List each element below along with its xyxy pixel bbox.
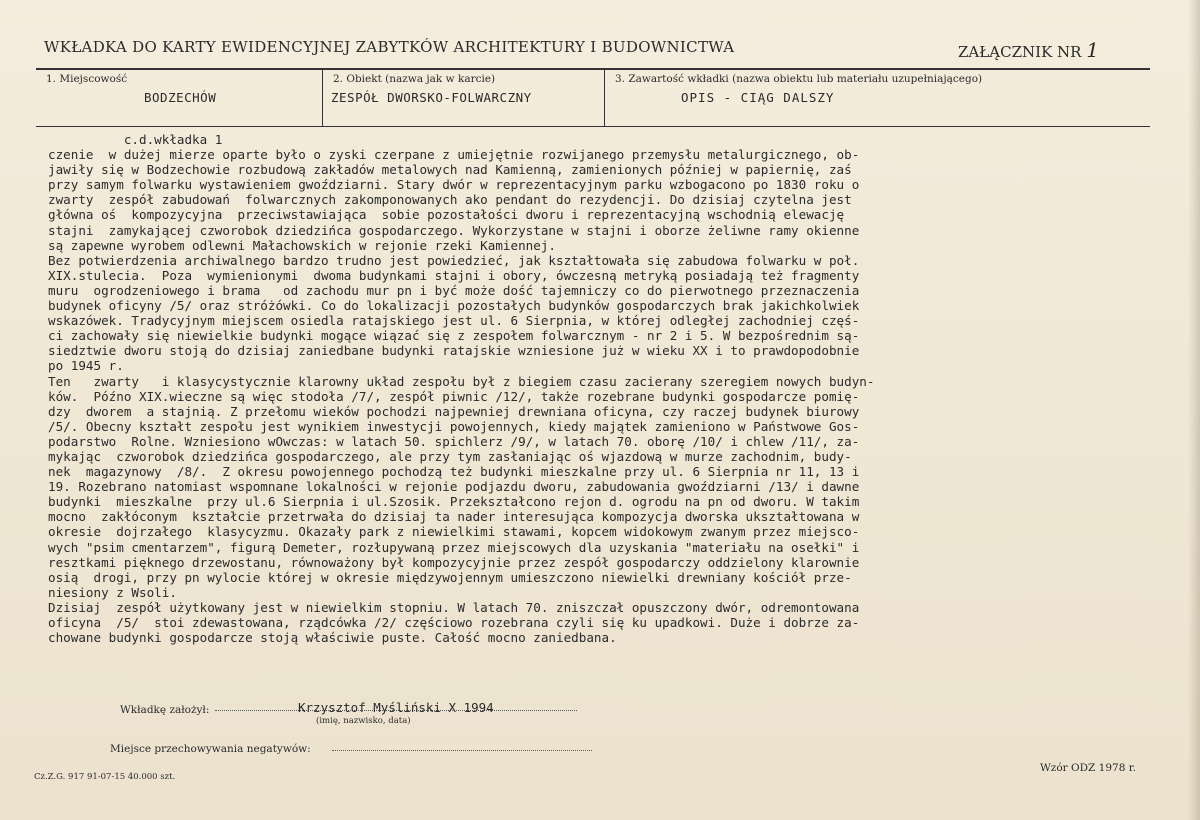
- body-line: główna oś kompozycyjna przeciwstawiająca sobie pozostałości dworu i reprezentacyjną wschodnią elewację: [48, 207, 845, 223]
- body-line: muru ogrodzeniowego i brama od zachodu mur pn i być może dość tajemniczy co do pierwotnego przeznaczenia: [48, 282, 860, 298]
- locality-value: BODZECHÓW: [144, 90, 217, 105]
- attachment-number: 1: [1086, 38, 1099, 62]
- object-cell: [322, 70, 604, 126]
- contents-cell: [604, 70, 1150, 126]
- negatives-dotted-line: [332, 750, 592, 751]
- form-model: Wzór ODZ 1978 r.: [1040, 762, 1136, 774]
- body-line: jawiły się w Bodzechowie rozbudową zakładów metalowych nad Kamienną, zamienionych później w papiernię, zaś: [48, 162, 852, 178]
- locality-cell: [36, 70, 322, 126]
- body-line: wskazówek. Tradycyjnym miejscem osiedla ratajskiego jest ul. 6 Sierpnia, w której odległej zachodniej częś-: [48, 313, 860, 329]
- print-code: Cz.Z.G. 917 91-07-15 40.000 szt.: [34, 772, 176, 782]
- body-line: są zapewne wyrobem odlewni Małachowskich w rejonie rzeki Kamiennej.: [48, 237, 556, 253]
- body-line: oficyna /5/ stoi zdewastowana, rządcówka /2/ częściowo rozebrana czyli się ku upadkowi. Duże i dobrze za-: [48, 615, 860, 630]
- body-line: ci zachowały się niewielkie budynki mogące wiązać się z zespołem folwarcznym - nr 2 i 5. W bezpośrednim są-: [48, 328, 860, 344]
- body-line: budynki mieszkalne przy ul.6 Sierpnia i ul.Szosik. Przekształcono rejon d. ogrodu na pn od dworu. W takim: [48, 494, 860, 510]
- body-line: przy samym folwarku wystawieniem gwoździarni. Stary dwór w reprezentacyjnym parku wzbogacono po 1830 roku o: [48, 177, 860, 193]
- body-line: mykając czworobok dziedzińca gospodarczego, ale przy tym zasłaniając oś wjazdową w murze zachodnim, budy-: [48, 448, 852, 464]
- page-edge-shadow: [1188, 0, 1200, 820]
- body-line: Ten zwarty i klasycystycznie klarowny układ zespołu był z biegiem czasu zacierany szeregiem nowych budyn-: [48, 373, 875, 389]
- body-line: mocno zakłóconym kształcie przetrwała do dzisiaj ta nader interesująca kompozycja dworska ukształtowana w: [48, 509, 860, 525]
- body-line: po 1945 r.: [48, 358, 124, 374]
- body-line: dzy dworem a stajnią. Z przełomu wieków pochodzi najpewniej drewniana oficyna, czy raczej budynek biurowy: [48, 403, 860, 419]
- body-line: Bez potwierdzenia archiwalnego bardzo trudno jest powiedzieć, jak kształtowała się zabudowa folwarku w poł.: [48, 252, 860, 268]
- body-line: budynek oficyny /5/ oraz stróżówki. Co do lokalizacji pozostałych budynków gospodarczych brak jakichkolwiek: [48, 298, 860, 314]
- contents-label: 3. Zawartość wkładki (nazwa obiektu lub materiału uzupełniającego): [615, 73, 983, 85]
- body-line: ków. Późno XIX.wieczne są więc stodoła /7/, zespół piwnic /12/, także rozebrane budynki gospodarcze pomię-: [48, 388, 860, 404]
- body-line: siedztwie dworu stoją do dzisiaj zaniedbane budynki ratajskie wzniesione już w wieku XX i to prawdopodobnie: [48, 343, 860, 359]
- body-line: nek magazynowy /8/. Z okresu powojennego pochodzą też budynki mieszkalne przy ul. 6 Sierpnia nr 11, 13 i: [48, 464, 860, 480]
- body-line: czenie w dużej mierze oparte było o zyski czerpane z umiejętnie rozwijanego przemysłu metalurgicznego, ob-: [48, 147, 860, 163]
- body-line: XIX.stulecia. Poza wymienionymi dwoma budynkami stajni i obory, ówczesną metryką posiadają też fragmenty: [48, 267, 860, 283]
- attachment-label: [958, 38, 1099, 62]
- contents-value: OPIS - CIĄG DALSZY: [681, 90, 835, 105]
- body-line: okresie dojrzałego klasycyzmu. Okazały park z niewielkimi stawami, kopcem widokowym zwanym przez miejsco-: [48, 524, 860, 540]
- author-label: Wkładkę założył:: [120, 704, 210, 716]
- locality-label: 1. Miejscowość: [46, 73, 128, 85]
- body-line: chowane budynki gospodarcze stoją właściwie puste. Całość mocno zaniedbana.: [48, 630, 617, 646]
- body-line: podarstwo Rolne. Wzniesiono wOwczas: w latach 50. spichlerz /9/, w latach 70. oborę /10/ i chlew /11/, za-: [48, 433, 860, 449]
- body-line: 19. Rozebrano natomiast wspomnane lokalności w rejonie podjazdu dworu, zabudowania gwoździarni /13/ i dawne: [48, 479, 860, 495]
- body-line: osią drogi, przy pn wylocie której w okresie międzywojennym umieszczono niewielki drewniany kościół prze-: [48, 569, 852, 585]
- attachment-label-text: ZAŁĄCZNIK NR: [958, 43, 1082, 61]
- body-line: /5/. Obecny kształt zespołu jest wynikiem inwestycji powojennych, kiedy majątek zamieniono w Państwowe Gos-: [48, 418, 860, 434]
- body-line: niesiony z Wsoli.: [48, 584, 177, 600]
- body-line: resztkami pięknego drzewostanu, równoważony był kompozycyjnie przez zespół gospodarczy oddzielony klarownie: [48, 554, 860, 570]
- header-table: [36, 68, 1150, 127]
- object-value: ZESPÓŁ DWORSKO-FOLWARCZNY: [331, 90, 532, 105]
- author-value: Krzysztof Myśliński X 1994: [298, 700, 494, 715]
- author-hint: (imię, nazwisko, data): [316, 716, 411, 726]
- body-line: c.d.wkładka 1: [48, 132, 223, 147]
- body-line: Dzisiaj zespół użytkowany jest w niewielkim stopniu. W latach 70. zniszczał opuszczony dwór, odremontowana: [48, 599, 860, 615]
- form-title: WKŁADKA DO KARTY EWIDENCYJNEJ ZABYTKÓW ARCHITEKTURY I BUDOWNICTWA: [44, 38, 735, 56]
- body-line: stajni zamykającej czworobok dziedzińca gospodarczego. Wykorzystane w stajni i oborze żeliwne ramy okienne: [48, 222, 860, 238]
- negatives-label: Miejsce przechowywania negatywów:: [110, 743, 311, 755]
- body-line: wych "psim cmentarzem", figurą Demeter, rozłupywaną przez miejscowych dla uzyskania "materiału na osełki" i: [48, 539, 860, 555]
- typed-body-text: [48, 132, 1152, 645]
- object-label: 2. Obiekt (nazwa jak w karcie): [333, 73, 496, 85]
- body-line: zwarty zespół zabudowań folwarcznych zakomponowanych ako pendant do rezydencji. Do dzisiaj czytelna jest: [48, 192, 852, 208]
